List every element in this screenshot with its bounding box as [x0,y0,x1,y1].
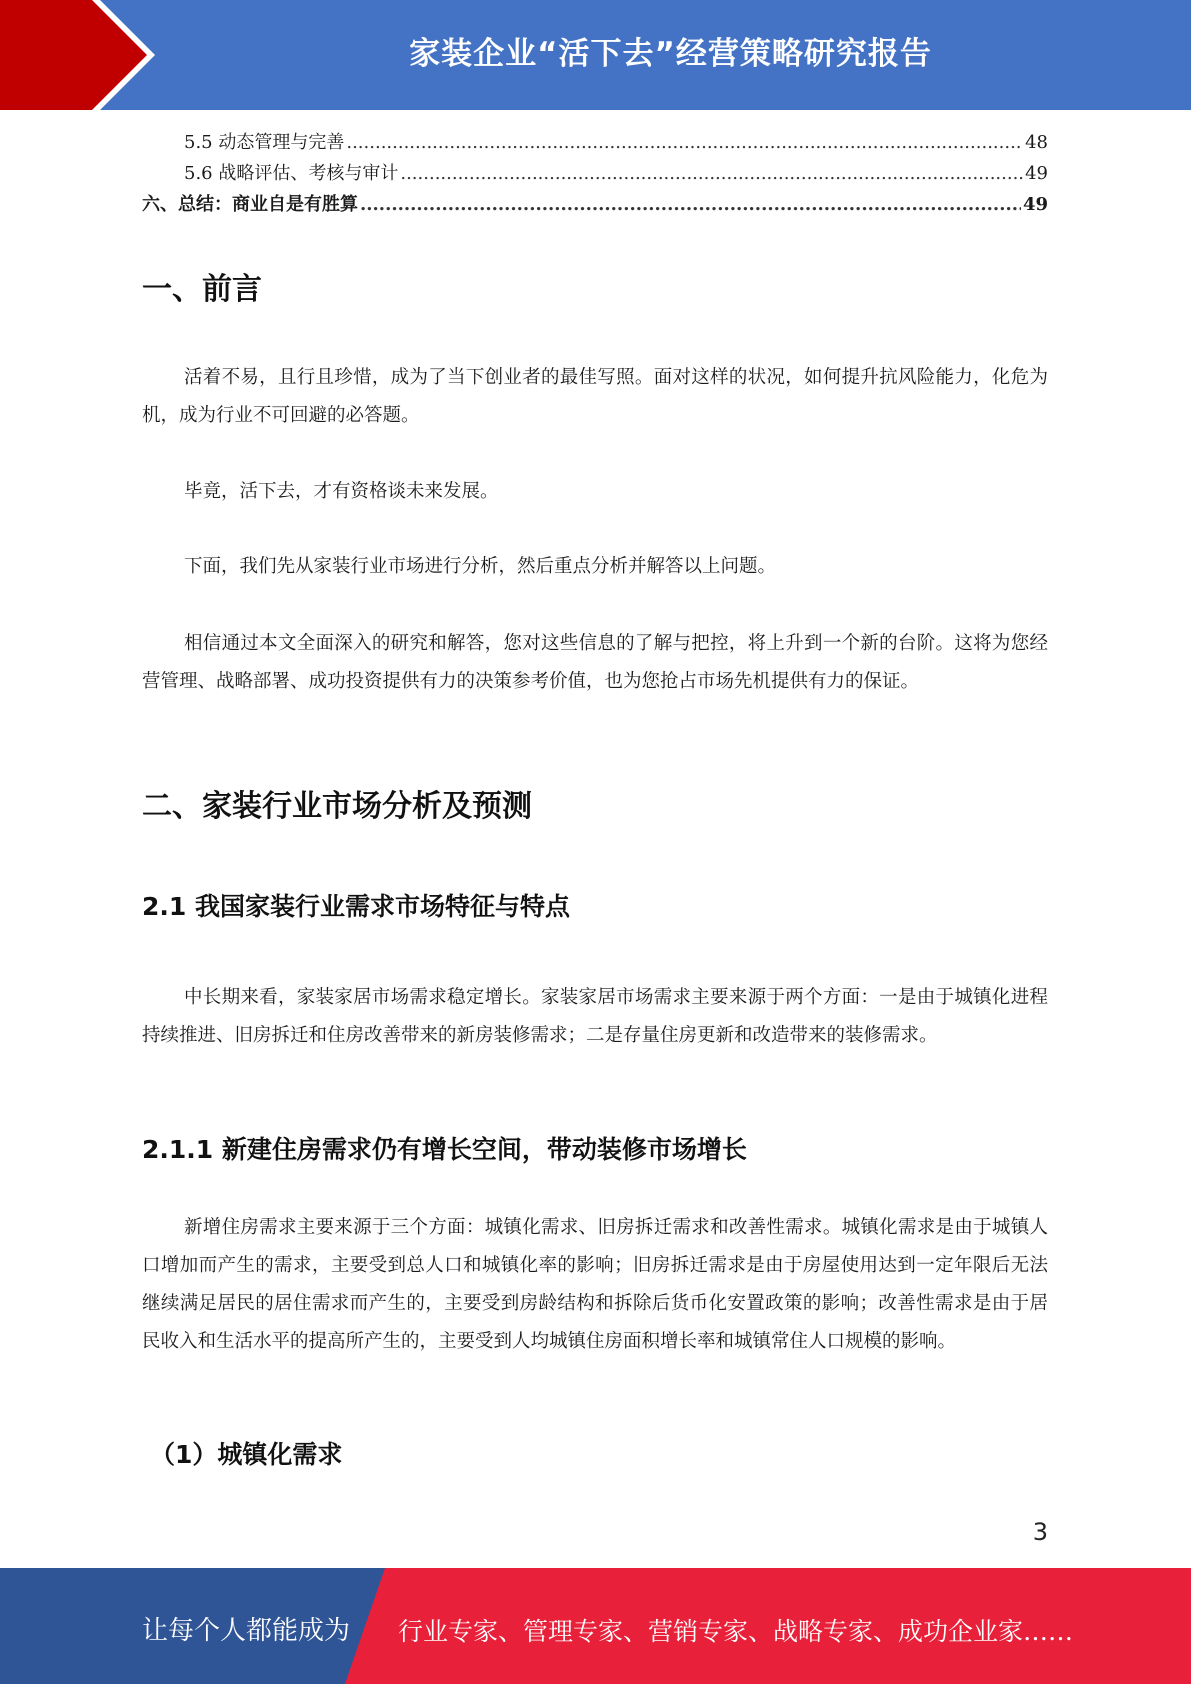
paragraph: 新增住房需求主要来源于三个方面：城镇化需求、旧房拆迁需求和改善性需求。城镇化需求是由于城镇人口增加而产生的需求，主要受到总人口和城镇化率的影响；旧房拆迁需求是由于房屋使用达到一定年限后无法继续满足居民的居住需求而产生的，主要受到房龄结构和拆除后货币化安置政策的影响；改善性需求是由于居民收入和生活水平的提高所产生的，主要受到人均城镇住房面积增长率和城镇常住人口规模的影响。 [142,1217,1048,1352]
toc-leader-dots [400,163,1023,184]
paragraph: 活着不易，且行且珍惜，成为了当下创业者的最佳写照。面对这样的状况，如何提升抗风险能力，化危为机，成为行业不可回避的必答题。 [142,367,1048,426]
toc-leader-dots [360,194,1021,215]
toc-entry-label: 六、总结：商业自是有胜算 [142,194,358,215]
footer-slogan-right: 行业专家、管理专家、营销专家、战略专家、成功企业家…… [398,1617,1074,1646]
paragraph: 中长期来看，家装家居市场需求稳定增长。家装家居市场需求主要来源于两个方面：一是由于城镇化进程持续推进、旧房拆迁和住房改善带来的新房装修需求；二是存量住房更新和改造带来的装修需求。 [142,987,1048,1046]
subsection-heading: （1）城镇化需求 [150,1440,343,1469]
footer-banner [0,1568,1191,1684]
subsection-heading: 2.1 我国家装行业需求市场特征与特点 [142,892,570,921]
header-banner [0,0,1191,110]
paragraph: 相信通过本文全面深入的研究和解答，您对这些信息的了解与把控，将上升到一个新的台阶。这将为您经营管理、战略部署、成功投资提供有力的决策参考价值，也为您抢占市场先机提供有力的保证。 [142,633,1048,692]
footer-slogan-left: 让每个人都能成为 [142,1616,351,1646]
paragraph: 下面，我们先从家装行业市场进行分析，然后重点分析并解答以上问题。 [184,556,777,577]
subsection-heading: 2.1.1 新建住房需求仍有增长空间，带动装修市场增长 [142,1135,747,1164]
toc-entry-page: 48 [1025,132,1048,153]
report-title: 家装企业“活下去”经营策略研究报告 [409,36,932,72]
toc-entry-label: 5.5 动态管理与完善 [184,132,345,153]
page-number: 3 [1032,1518,1048,1546]
paragraph: 毕竟，活下去，才有资格谈未来发展。 [184,481,499,502]
header-arrow-decoration [0,0,160,110]
toc-leader-dots [346,132,1023,153]
toc-entry[interactable] [142,159,1048,190]
toc-entry[interactable] [142,190,1048,221]
table-of-contents [142,128,1048,221]
section-heading: 一、前言 [142,272,262,307]
toc-entry-page: 49 [1022,194,1048,215]
toc-entry[interactable] [142,128,1048,159]
toc-entry-page: 49 [1025,163,1048,184]
section-heading: 二、家装行业市场分析及预测 [142,789,532,824]
toc-entry-label: 5.6 战略评估、考核与审计 [184,163,399,184]
